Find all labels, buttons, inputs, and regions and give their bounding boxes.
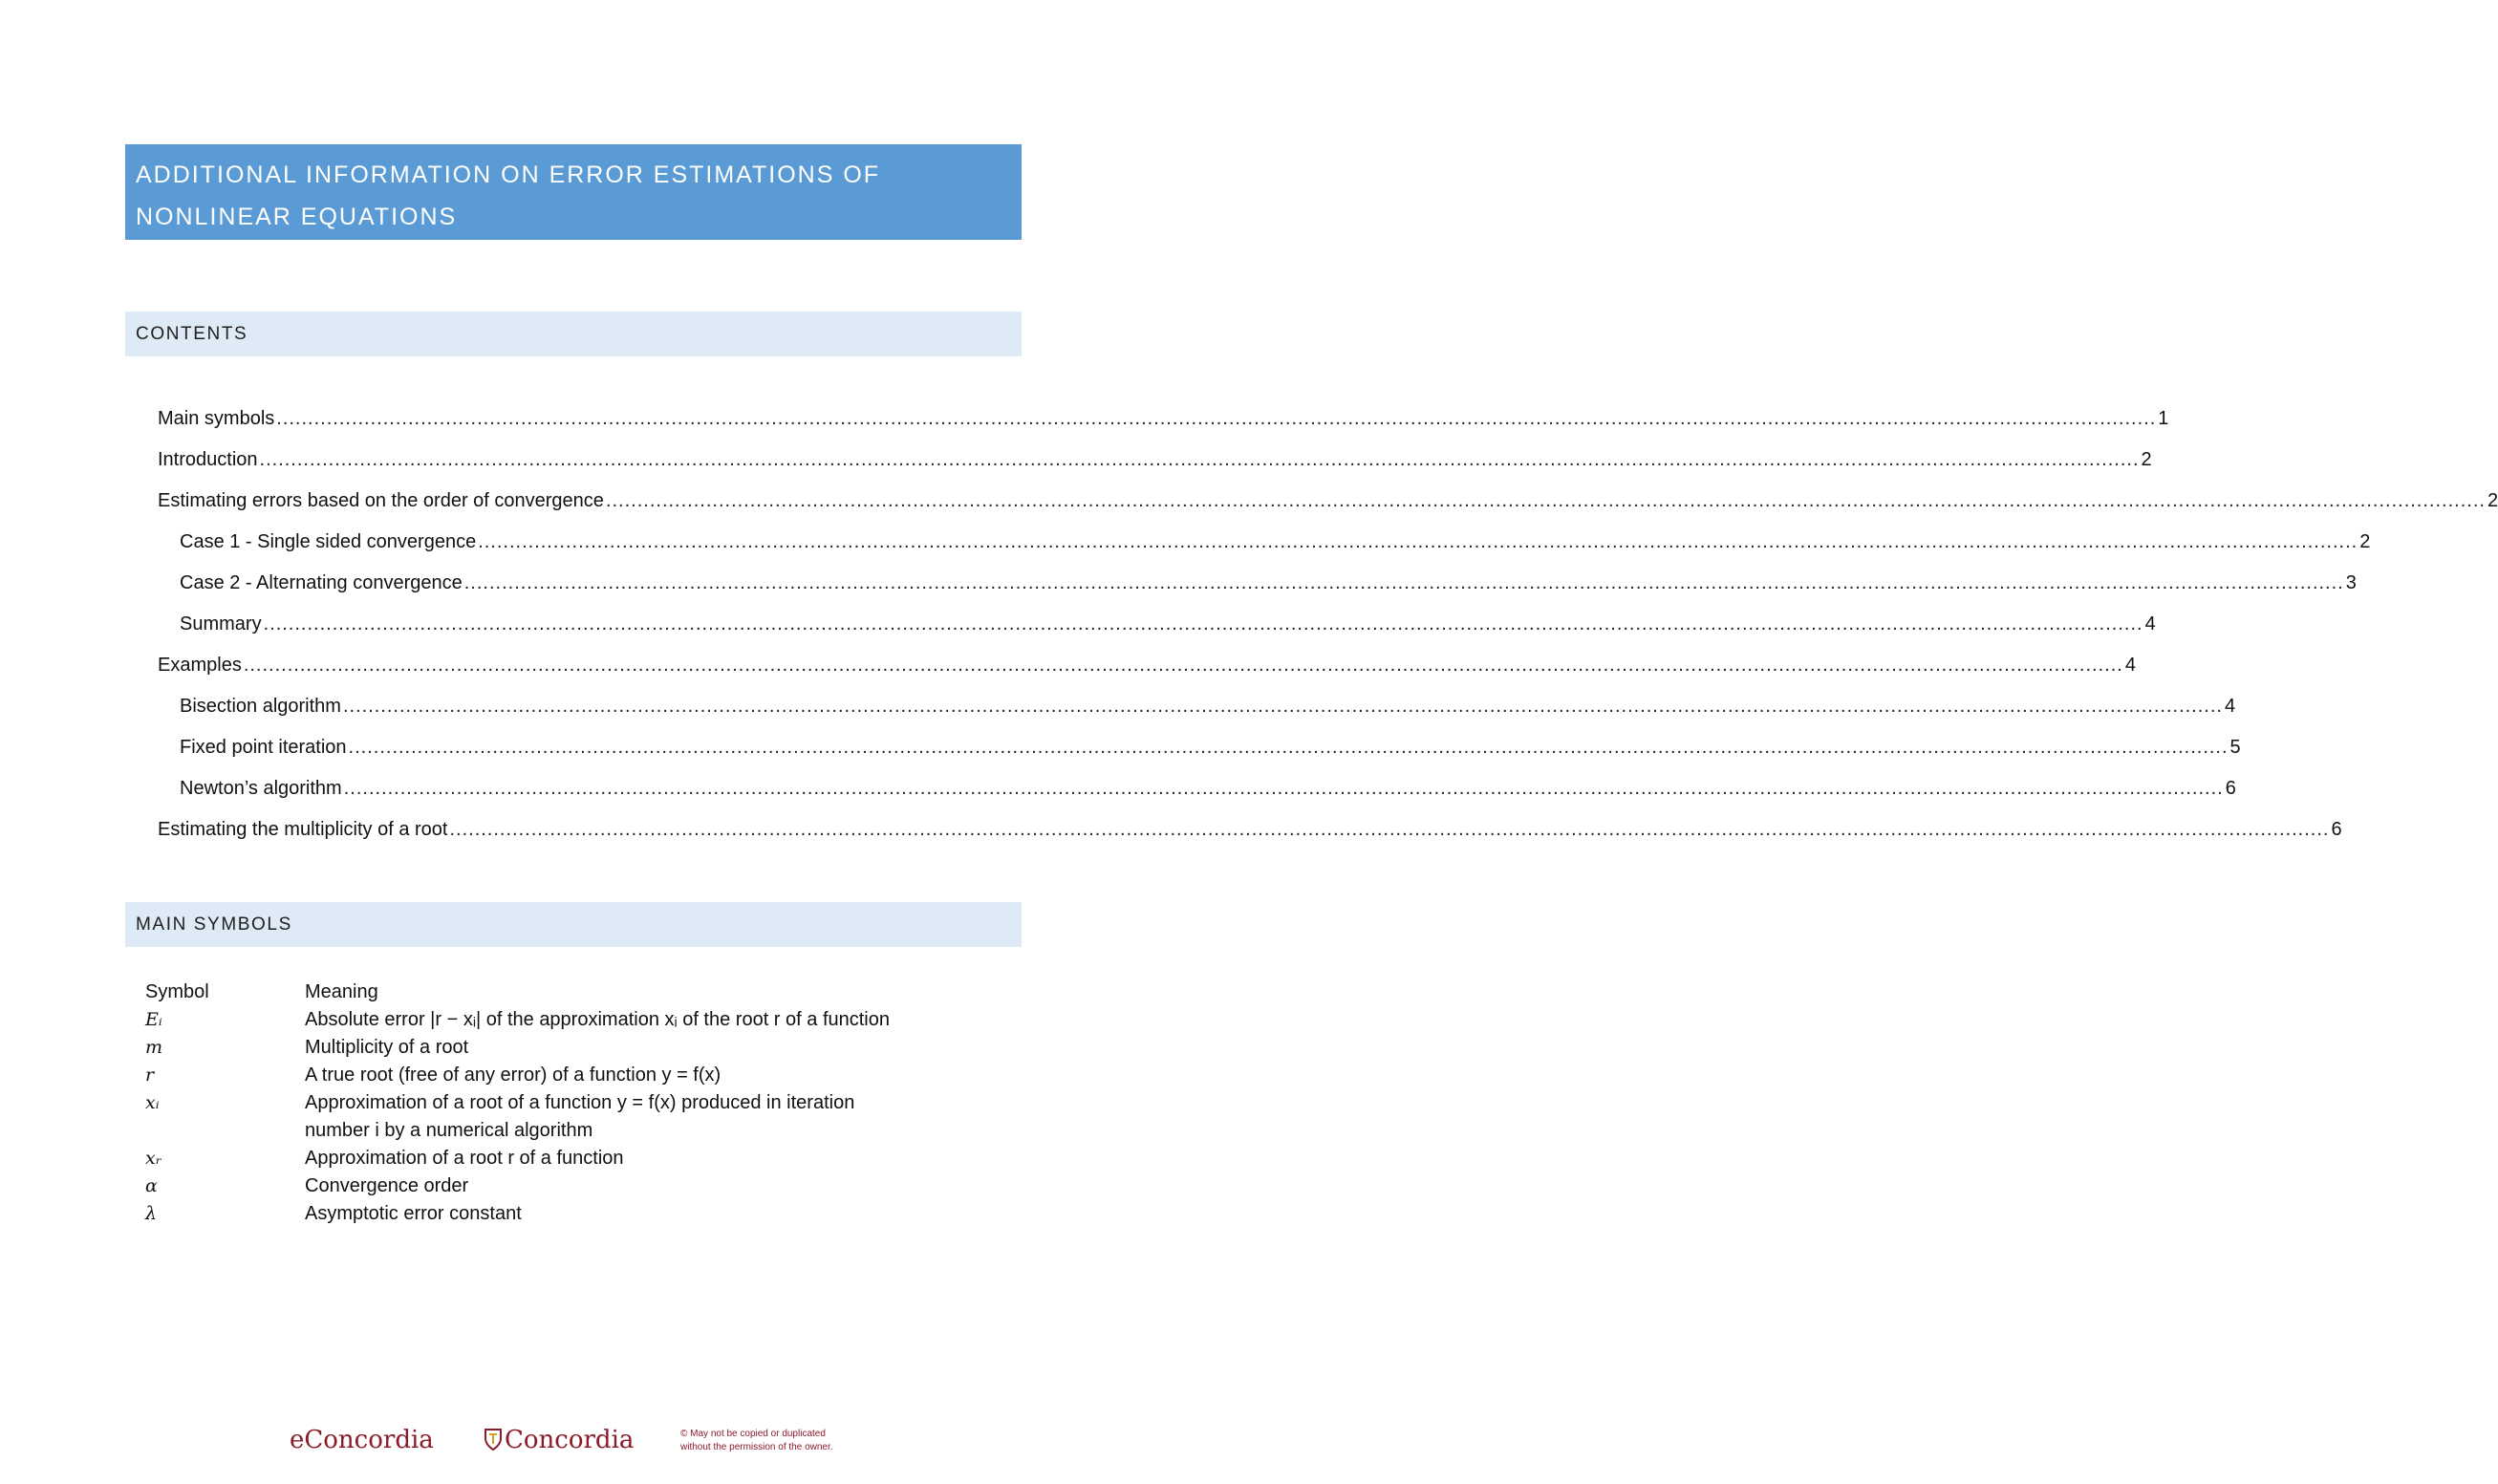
symbols-table-header	[145, 979, 1005, 1006]
toc-entry-title: Estimating the multiplicity of a root	[158, 819, 448, 840]
document-title-banner	[125, 144, 1022, 240]
toc-entry[interactable]	[158, 730, 2241, 771]
concordia-logo	[484, 1426, 634, 1454]
meaning-cell: Convergence order	[305, 1175, 469, 1196]
toc-entry-page: 4	[2224, 696, 2236, 717]
symbols-table-row	[145, 1062, 1005, 1089]
meaning-cell: Asymptotic error constant	[305, 1203, 522, 1224]
toc-entry-title: Introduction	[158, 449, 258, 470]
copyright-notice-line-2: without the permission of the owner.	[680, 1442, 833, 1452]
toc-dot-leader: ............................................................................................................................................................................................................................................................................................................	[343, 778, 2224, 799]
toc-dot-leader: ............................................................................................................................................................................................................................................................................................................	[243, 655, 2123, 676]
toc-entry-title: Newton’s algorithm	[180, 778, 342, 799]
meaning-cell: Approximation of a root r of a function	[305, 1148, 624, 1169]
toc-dot-leader: ............................................................................................................................................................................................................................................................................................................	[605, 490, 2486, 511]
symbol-cell: m	[145, 1037, 163, 1058]
symbols-table-row	[145, 1034, 1005, 1062]
symbol-cell: xᵢ	[145, 1092, 160, 1113]
toc-entry-page: 4	[2124, 655, 2136, 676]
toc-entry[interactable]	[158, 484, 2498, 525]
symbols-table-row	[145, 1089, 1005, 1117]
meaning-cell: number i by a numerical algorithm	[305, 1120, 593, 1141]
meaning-column-header: Meaning	[305, 981, 378, 1002]
toc-entry-title: Summary	[180, 613, 262, 634]
symbol-cell: r	[145, 1065, 155, 1086]
symbols-table	[145, 979, 1005, 1228]
toc-entry[interactable]	[158, 607, 2156, 648]
toc-entry-page: 3	[2345, 572, 2357, 593]
meaning-cell: Absolute error |r − xᵢ| of the approximation xᵢ of the root r of a function	[305, 1009, 890, 1030]
toc-entry[interactable]	[158, 771, 2236, 812]
toc-entry-title: Case 2 - Alternating convergence	[180, 572, 463, 593]
toc-entry-title: Estimating errors based on the order of convergence	[158, 490, 604, 511]
table-of-contents	[158, 401, 2498, 853]
copyright-notice-line-1: © May not be copied or duplicated	[680, 1429, 826, 1439]
document-title-line-2: NONLINEAR EQUATIONS	[136, 204, 458, 230]
toc-dot-leader: ............................................................................................................................................................................................................................................................................................................	[463, 572, 2344, 593]
concordia-shield-icon	[484, 1428, 503, 1451]
toc-entry-page: 2	[2141, 449, 2152, 470]
toc-entry-page: 2	[2487, 490, 2498, 511]
toc-dot-leader: ............................................................................................................................................................................................................................................................................................................	[478, 531, 2358, 552]
symbols-table-row	[145, 1172, 1005, 1200]
meaning-cell: Approximation of a root of a function y = f(x) produced in iteration	[305, 1092, 855, 1113]
toc-entry-page: 4	[2144, 613, 2156, 634]
main-symbols-heading: MAIN SYMBOLS	[125, 902, 1022, 947]
toc-dot-leader: ............................................................................................................................................................................................................................................................................................................	[342, 696, 2223, 717]
symbol-cell: Eᵢ	[145, 1009, 162, 1030]
symbol-column-header: Symbol	[145, 981, 209, 1002]
symbol-cell: α	[145, 1175, 158, 1196]
toc-dot-leader: ............................................................................................................................................................................................................................................................................................................	[263, 613, 2143, 634]
toc-entry-title: Examples	[158, 655, 242, 676]
toc-dot-leader: ............................................................................................................................................................................................................................................................................................................	[449, 819, 2330, 840]
toc-entry-title: Bisection algorithm	[180, 696, 341, 717]
toc-entry[interactable]	[158, 566, 2357, 607]
toc-entry-page: 2	[2359, 531, 2371, 552]
footer-logos	[287, 1422, 879, 1464]
symbols-table-row	[145, 1006, 1005, 1034]
document-title-line-1: ADDITIONAL INFORMATION ON ERROR ESTIMATIONS OF	[136, 161, 881, 188]
toc-entry[interactable]	[158, 442, 2152, 484]
contents-heading: CONTENTS	[125, 312, 1022, 356]
toc-entry-page: 1	[2158, 408, 2169, 429]
symbols-table-row	[145, 1145, 1005, 1172]
toc-entry[interactable]	[158, 525, 2371, 566]
toc-entry-page: 6	[2225, 778, 2236, 799]
toc-entry[interactable]	[158, 401, 2169, 442]
toc-entry-page: 5	[2229, 737, 2241, 758]
toc-entry[interactable]	[158, 812, 2342, 853]
meaning-cell: A true root (free of any error) of a function y = f(x)	[305, 1065, 721, 1086]
toc-entry[interactable]	[158, 648, 2136, 689]
toc-dot-leader: ............................................................................................................................................................................................................................................................................................................	[276, 408, 2157, 429]
toc-entry-page: 6	[2331, 819, 2342, 840]
symbols-table-row	[145, 1117, 1005, 1145]
symbol-cell: xᵣ	[145, 1148, 162, 1169]
concordia-logo-text: Concordia	[505, 1426, 635, 1454]
toc-dot-leader: ............................................................................................................................................................................................................................................................................................................	[259, 449, 2140, 470]
toc-entry-title: Main symbols	[158, 408, 275, 429]
econcordia-logo	[290, 1426, 434, 1454]
econcordia-logo-text: eConcordia	[290, 1426, 434, 1454]
copyright-notice	[680, 1428, 872, 1454]
toc-entry[interactable]	[158, 689, 2236, 730]
toc-dot-leader: ............................................................................................................................................................................................................................................................................................................	[348, 737, 2229, 758]
symbol-cell	[145, 1117, 305, 1145]
symbol-cell: λ	[145, 1203, 158, 1224]
toc-entry-title: Case 1 - Single sided convergence	[180, 531, 477, 552]
toc-entry-title: Fixed point iteration	[180, 737, 347, 758]
meaning-cell: Multiplicity of a root	[305, 1037, 469, 1058]
symbols-table-row	[145, 1200, 1005, 1228]
